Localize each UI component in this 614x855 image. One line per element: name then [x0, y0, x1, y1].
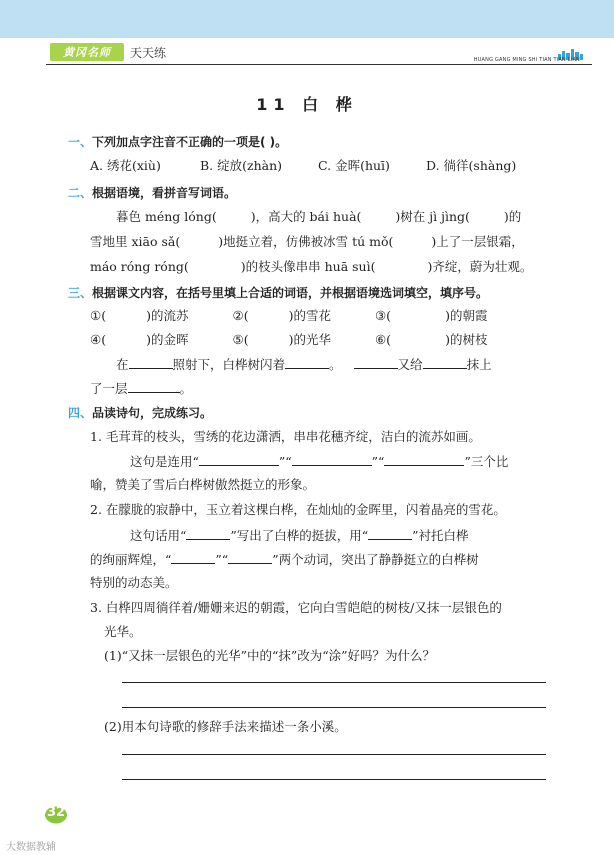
q2-l3b: )的枝头像串串 huā suì(: [240, 259, 376, 274]
q2-number: 二、: [68, 186, 93, 200]
q4-text: 品读诗句，完成练习。: [92, 406, 213, 420]
q3-r1-1: )的流苏: [146, 308, 189, 323]
q2-l2a: 雪地里 xiāo sǎ(: [90, 234, 181, 249]
q4-p2b-0: 的绚丽辉煌，“: [90, 552, 172, 567]
q3-r2-5: )的树枝: [445, 332, 488, 347]
answer-blank[interactable]: [228, 550, 272, 564]
q2-heading: [68, 184, 236, 202]
header-subtitle: HUANG GANG MING SHI TIAN TIAN LIAN: [473, 57, 580, 63]
q4-p2-line-b: [90, 550, 479, 569]
q4-poem-3: 3. 白桦四周徜徉着/姗姗来迟的朝霞，它向白雪皑皑的树枝/又抹一层银色的: [90, 600, 502, 615]
answer-blank[interactable]: [199, 452, 279, 466]
q2-line-3: [90, 258, 532, 276]
q3-sentence-1: [116, 355, 492, 374]
answer-blank[interactable]: [354, 355, 398, 369]
q4-p1-line-a: [130, 452, 508, 471]
page-number: 32: [46, 805, 66, 820]
answer-line[interactable]: [122, 682, 546, 683]
q3-r1-0: ①(: [90, 308, 107, 323]
answer-line[interactable]: [122, 779, 546, 780]
q3-row-1: [90, 307, 487, 325]
q3-s2-0: 了一层: [90, 381, 128, 396]
q2-l1b: )，高大的 bái huà(: [250, 209, 362, 224]
q4-p1a-0: 这句是连用“: [130, 454, 199, 469]
q2-text: 根据语境，看拼音写词语。: [92, 186, 237, 200]
answer-blank[interactable]: [285, 355, 329, 369]
answer-blank[interactable]: [129, 355, 173, 369]
q4-poem-2: 2. 在朦胧的寂静中，玉立着这棵白桦，在灿灿的金晖里，闪着晶亮的雪花。: [90, 502, 506, 517]
q2-line-2: [90, 233, 524, 251]
header-rule: [46, 64, 592, 65]
q4-sub-question-2: (2)用本句诗歌的修辞手法来描述一条小溪。: [104, 719, 347, 734]
q3-s1-3: 又给: [397, 357, 423, 372]
q4-p2b-2: ”两个动词，突出了静静挺立的白桦树: [272, 552, 479, 567]
q3-row-2: [90, 331, 487, 349]
q2-l2b: )地挺立着，仿佛被冰雪 tú mǒ(: [218, 234, 394, 249]
q3-s2-1: 。: [179, 381, 193, 396]
q2-l1c: )树在 jì jìng(: [395, 209, 470, 224]
q4-poem-3-cont: 光华。: [104, 624, 142, 639]
q1-option-c: C. 金晖(huī): [318, 158, 390, 173]
answer-blank[interactable]: [423, 355, 467, 369]
answer-blank[interactable]: [186, 526, 230, 540]
q1-heading: [68, 133, 287, 151]
q3-s1-4: 抹上: [466, 357, 492, 372]
q4-heading: [68, 404, 212, 422]
q4-p1-line-b: 喻，赞美了雪后白桦树傲然挺立的形象。: [90, 477, 316, 492]
page-number-badge: [44, 804, 68, 824]
q3-r1-4: ③(: [374, 308, 392, 323]
q4-p2b-1: ”“: [215, 552, 229, 567]
q1-option-b: B. 绽放(zhàn): [200, 158, 283, 173]
answer-blank[interactable]: [292, 452, 372, 466]
q4-p2a-1: ”写出了白桦的挺拔，用“: [230, 528, 369, 543]
q3-r2-0: ④(: [90, 332, 107, 347]
q4-p1a-1: ”“: [278, 454, 292, 469]
q2-l1d: )的: [503, 209, 522, 224]
q4-p1a-3: ”三个比: [464, 454, 509, 469]
q3-text: 根据课文内容，在括号里填上合适的词语，并根据语境选词填空，填序号。: [92, 286, 489, 300]
q1-number: 一、: [68, 135, 93, 149]
q3-r2-3: )的光华: [288, 332, 331, 347]
answer-blank[interactable]: [128, 379, 180, 393]
lesson-title: 11 白 桦: [256, 95, 358, 114]
q2-line-1: [116, 208, 521, 226]
q4-p2a-2: ”衬托白桦: [412, 528, 469, 543]
q3-r2-2: ⑤(: [232, 332, 249, 347]
q3-number: 三、: [68, 286, 93, 300]
q4-p2-line-a: [130, 526, 469, 545]
q3-s1-0: 在: [116, 357, 129, 372]
q3-heading: [68, 284, 488, 302]
q1-option-a: A. 绣花(xiù): [90, 158, 161, 173]
q3-r1-5: )的朝霞: [445, 308, 488, 323]
q3-s1-2: 。: [329, 357, 342, 372]
brand-tag: 天天练: [130, 46, 167, 60]
q4-poem-1: 1. 毛茸茸的枝头，雪绣的花边潇洒，串串花穗齐绽，洁白的流苏如画。: [90, 429, 481, 444]
q1-option-d: D. 徜徉(shàng): [426, 158, 517, 173]
watermark: 大数据教辅: [6, 842, 56, 853]
q4-p2a-0: 这句话用“: [130, 528, 187, 543]
q4-sub-question-1: (1)“又抹一层银色的光华”中的“抹”改为“涂”好吗？为什么？: [104, 648, 436, 663]
q3-r2-4: ⑥(: [374, 332, 392, 347]
q3-s1-1: 照射下，白桦树闪着: [172, 357, 286, 372]
q3-r2-1: )的金晖: [146, 332, 189, 347]
q1-text: 下列加点字注音不正确的一项是( )。: [92, 135, 288, 149]
q3-r1-2: ②(: [232, 308, 249, 323]
q2-l1a: 暮色 méng lóng(: [116, 209, 217, 224]
q4-number: 四、: [68, 406, 93, 420]
answer-line[interactable]: [122, 754, 546, 755]
answer-blank[interactable]: [384, 452, 464, 466]
q3-sentence-2: [90, 379, 192, 398]
answer-blank[interactable]: [171, 550, 215, 564]
brand-logo: [50, 43, 124, 61]
q4-p2-line-c: 特别的动态美。: [90, 575, 178, 590]
q2-l3c: )齐绽，蔚为壮观。: [427, 259, 533, 274]
brand-text: 黄冈名师: [63, 46, 111, 59]
q2-l3a: máo róng róng(: [90, 259, 189, 274]
q2-l2c: )上了一层银霜，: [431, 234, 524, 249]
answer-line[interactable]: [122, 707, 546, 708]
q3-r1-3: )的雪花: [288, 308, 331, 323]
q4-p1a-2: ”“: [371, 454, 385, 469]
answer-blank[interactable]: [368, 526, 412, 540]
